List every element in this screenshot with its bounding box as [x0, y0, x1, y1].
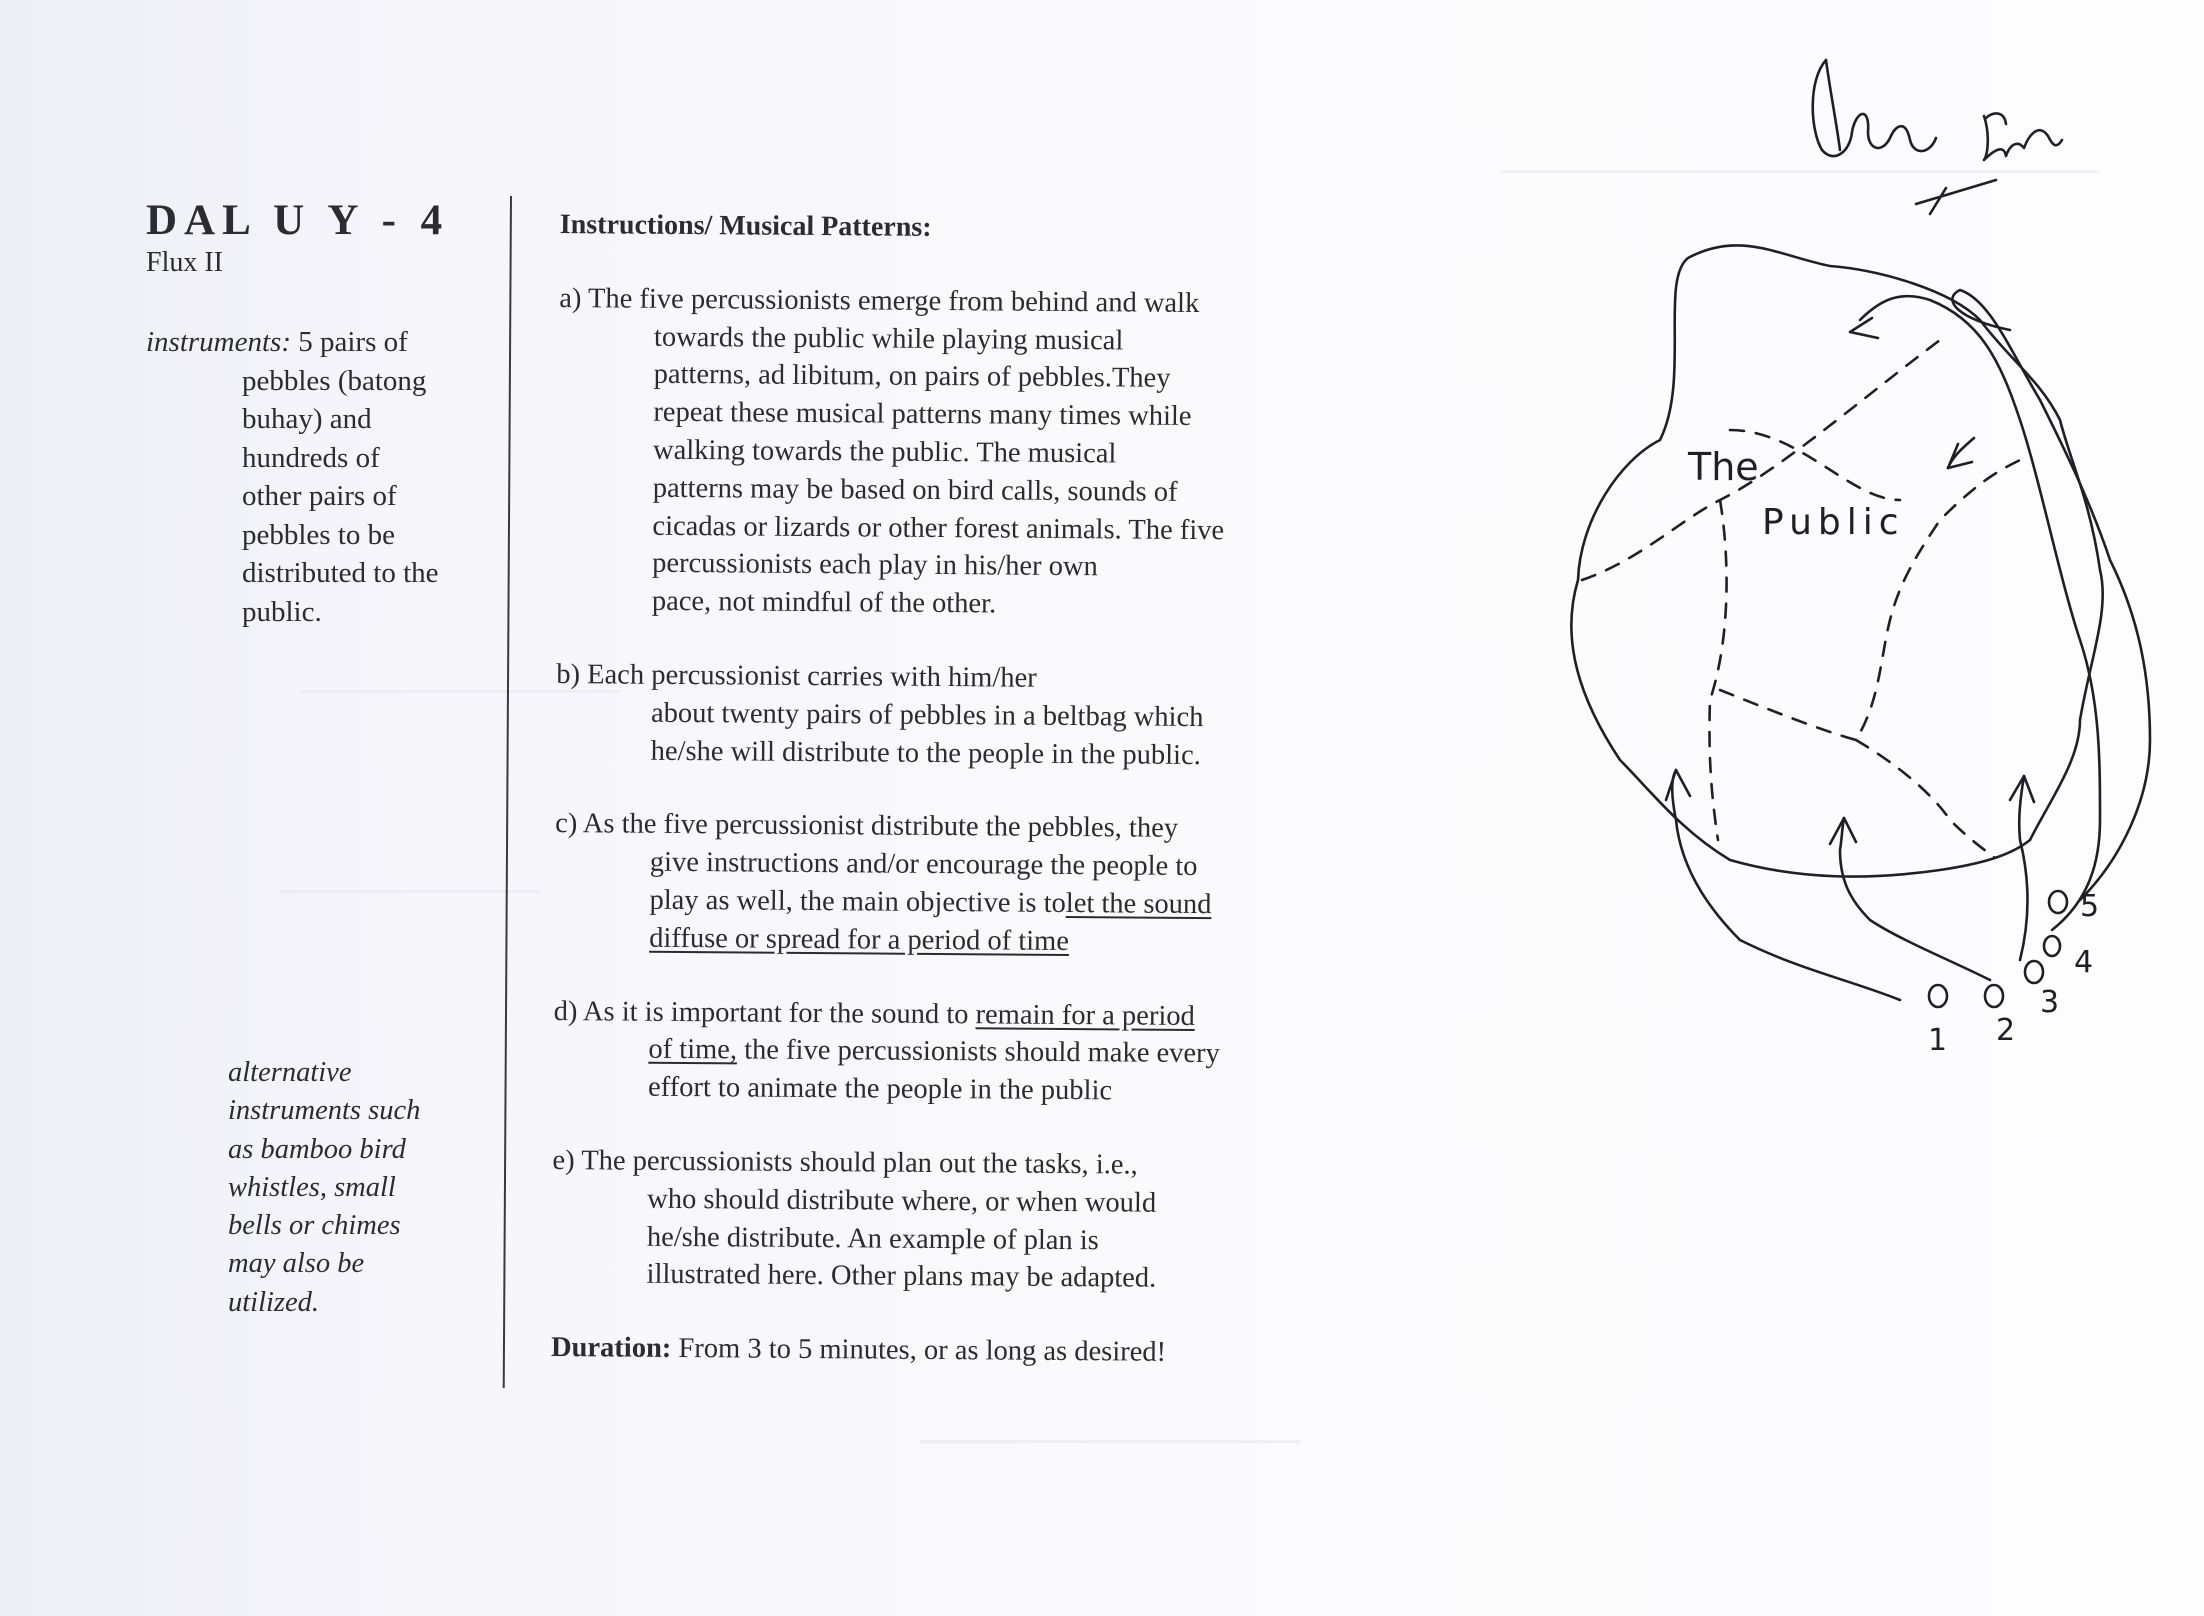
instructions-heading: Instructions/ Musical Patterns: [559, 208, 932, 243]
performer-paths [1666, 290, 2150, 1000]
item-line: pace, not mindful of the other. [651, 585, 997, 620]
alternative-line: instruments such [228, 1095, 421, 1127]
performer-number: 5 [2080, 889, 2100, 924]
item-line: towards the public while playing musical [653, 321, 1124, 357]
sketch-label-public: Public [1762, 502, 1905, 543]
alternative-line: as bamboo bird [228, 1133, 406, 1165]
instruments-line: pebbles (batong [242, 364, 427, 397]
item-first-line: The five percussionists emerge from behind and walk [587, 283, 1200, 319]
duration-text: From 3 to 5 minutes, or as long as desired! [671, 1333, 1167, 1368]
item-line: he/she will distribute to the people in the public. [650, 735, 1201, 771]
sketch-label-the: The [1688, 445, 1759, 489]
item-line: give instructions and/or encourage the people to [649, 846, 1198, 883]
instruments-line: distributed to the [242, 557, 439, 589]
duration-label: Duration: [550, 1332, 672, 1365]
underlined-text: let the sound [1065, 887, 1212, 921]
item-line: walking towards the public. The musical [652, 434, 1117, 470]
item-line: who should distribute where, or when would [647, 1183, 1157, 1219]
item-line: repeat these musical patterns many times while [653, 396, 1192, 433]
performer-marker [2025, 961, 2043, 983]
item-text: the five percussionists should make every [736, 1034, 1220, 1070]
alternative-line: bells or chimes [228, 1210, 401, 1242]
item-first-line: The percussionists should plan out the tasks, i.e., [581, 1145, 1138, 1181]
item-line: patterns, ad libitum, on pairs of pebbles.They [653, 359, 1171, 395]
piece-title: DAL U Y - 4 [146, 197, 450, 244]
item-first-line: Each percussionist carries with him/her [587, 659, 1037, 694]
item-line: percussionists each play in his/her own [652, 548, 1098, 583]
performer-number: 1 [1928, 1023, 1948, 1058]
distribution-paths-dashed [1582, 340, 2020, 858]
item-line: cicadas or lizards or other forest animals. The five [652, 510, 1225, 546]
instruments-first-line: 5 pairs of [298, 326, 408, 358]
item-line: effort to animate the people in the public [647, 1071, 1113, 1107]
alternative-line: alternative [228, 1057, 352, 1088]
underlined-text: remain for a period [975, 998, 1195, 1032]
performer-number: 3 [2040, 985, 2060, 1020]
performer-number: 2 [1996, 1013, 2016, 1048]
item-line: illustrated here. Other plans may be adapted. [646, 1259, 1157, 1295]
item-marker: e) [552, 1144, 575, 1177]
performer-marker [1985, 985, 2003, 1007]
performer-marker [1929, 985, 1947, 1007]
item-text: play as well, the main objective is to [649, 884, 1066, 919]
alternative-line: may also be [228, 1248, 365, 1280]
item-marker: c) [555, 808, 578, 840]
piece-subtitle: Flux II [146, 247, 223, 278]
alternative-line: utilized. [228, 1286, 320, 1318]
instruments-line: pebbles to be [242, 518, 396, 551]
underlined-text: of time, [648, 1034, 738, 1066]
instruments-line: other pairs of [242, 480, 397, 512]
item-text: As it is important for the sound to [582, 995, 976, 1030]
instruments-line: public. [242, 595, 322, 628]
performer-number: 4 [2074, 945, 2094, 980]
item-marker: b) [556, 658, 581, 691]
instruments-line: hundreds of [242, 441, 380, 474]
item-marker: a) [559, 282, 582, 314]
performer-marker [2044, 936, 2060, 956]
item-line: patterns may be based on bird calls, sounds of [652, 472, 1178, 508]
item-first-line: As the five percussionist distribute the pebbles, they [582, 808, 1179, 845]
item-line: he/she distribute. An example of plan is [646, 1221, 1099, 1256]
item-marker: d) [553, 995, 578, 1027]
underlined-text: diffuse or spread for a period of time [649, 922, 1070, 957]
instruments-line: buhay) and [242, 403, 372, 435]
performer-marker [2049, 891, 2067, 913]
alternative-line: whistles, small [228, 1171, 396, 1203]
signature [1813, 60, 2062, 214]
instruments-label: instruments: [146, 326, 291, 358]
item-line: about twenty pairs of pebbles in a beltbag which [650, 697, 1204, 733]
